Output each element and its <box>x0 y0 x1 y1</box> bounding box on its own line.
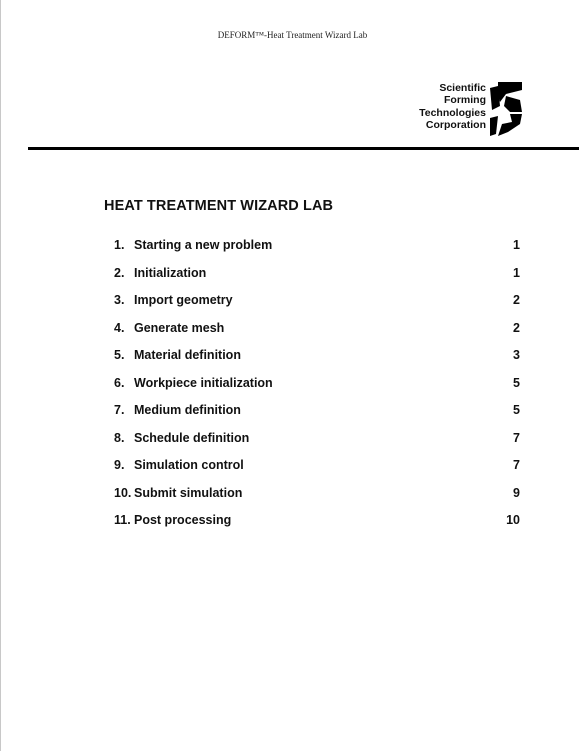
toc-page: 5 <box>513 375 520 390</box>
logo-line: Scientific <box>439 82 486 94</box>
toc-number: 7. <box>114 403 125 417</box>
toc-entry[interactable] <box>114 458 522 486</box>
logo-line: Technologies <box>419 106 486 119</box>
table-of-contents <box>114 238 522 541</box>
toc-label: Material definition <box>134 348 241 362</box>
toc-number: 6. <box>114 375 125 390</box>
toc-label: Schedule definition <box>134 430 250 445</box>
toc-label: Submit simulation <box>134 485 243 500</box>
page-edge-line <box>0 0 1 751</box>
toc-page: 2 <box>513 320 520 335</box>
toc-entry[interactable] <box>114 348 522 376</box>
toc-page: 10 <box>506 513 520 527</box>
toc-entry[interactable] <box>114 513 522 541</box>
toc-entry[interactable] <box>114 293 522 321</box>
toc-label: Post processing <box>134 513 232 527</box>
document-title: HEAT TREATMENT WIZARD LAB <box>104 198 334 214</box>
toc-number: 11. <box>114 513 131 527</box>
toc-label: Import geometry <box>134 293 233 307</box>
toc-entry[interactable] <box>114 238 522 266</box>
toc-page: 7 <box>513 458 520 472</box>
running-header: DEFORM™-Heat Treatment Wizard Lab <box>217 30 368 40</box>
toc-entry[interactable] <box>114 403 522 431</box>
toc-page: 2 <box>513 293 520 307</box>
company-logo <box>400 82 525 136</box>
logo-line: Forming <box>444 94 486 107</box>
toc-page: 9 <box>513 485 520 500</box>
logo-line: Corporation <box>425 118 486 131</box>
sftc-logo-icon <box>490 82 522 136</box>
toc-number: 9. <box>114 458 125 472</box>
toc-number: 2. <box>114 265 125 280</box>
toc-number: 5. <box>114 348 125 362</box>
toc-number: 8. <box>114 430 125 445</box>
toc-page: 7 <box>513 430 520 445</box>
toc-label: Initialization <box>134 265 207 280</box>
toc-entry[interactable] <box>114 376 522 404</box>
toc-number: 3. <box>114 293 125 307</box>
header-divider <box>28 147 579 150</box>
toc-page: 1 <box>513 238 520 252</box>
toc-label: Generate mesh <box>134 320 225 335</box>
toc-label: Workpiece initialization <box>134 375 273 390</box>
toc-label: Simulation control <box>134 458 244 472</box>
toc-number: 4. <box>114 320 125 335</box>
toc-page: 3 <box>513 348 520 362</box>
toc-entry[interactable] <box>114 321 522 349</box>
toc-label: Starting a new problem <box>134 238 273 252</box>
toc-page: 1 <box>513 265 520 280</box>
logo-text <box>400 82 486 131</box>
toc-entry[interactable] <box>114 266 522 294</box>
toc-entry[interactable] <box>114 486 522 514</box>
toc-number: 1. <box>114 238 125 252</box>
toc-number: 10. <box>114 485 132 500</box>
toc-label: Medium definition <box>134 403 241 417</box>
toc-entry[interactable] <box>114 431 522 459</box>
toc-page: 5 <box>513 403 520 417</box>
